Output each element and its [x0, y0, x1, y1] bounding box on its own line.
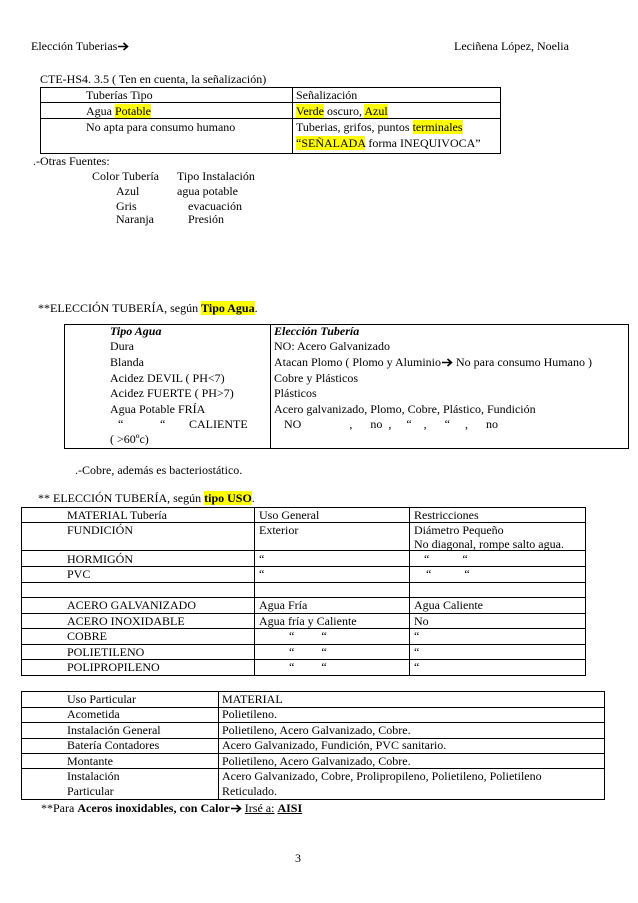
agua-row-eleccion: Acero galvanizado, Plomo, Cobre, Plástico, Fundición — [274, 402, 536, 416]
otras-title: .-Otras Fuentes: — [33, 154, 110, 168]
uso-row-material: POLIPROPILENO — [67, 660, 160, 674]
particular-row-uso: Batería Contadores — [67, 738, 160, 752]
agua-header-eleccion: Elección Tubería — [274, 324, 360, 338]
uso-row-general: Agua Fría — [259, 598, 308, 612]
uso-row-material: HORMIGÓN — [67, 552, 133, 566]
uso-row-general: Agua fría y Caliente — [259, 614, 357, 628]
uso-header-general: Uso General — [259, 508, 320, 522]
uso-header-restricciones: Restricciones — [414, 508, 479, 522]
cte-row1-tipo: Agua Potable — [86, 104, 151, 118]
cte-title: CTE-HS4. 3.5 ( Ten en cuenta, la señalización) — [40, 72, 267, 86]
otras-color: Azul — [116, 184, 140, 198]
uso-header-material: MATERIAL Tubería — [67, 508, 167, 522]
cte-row2-senal: Tuberias, grifos, puntos terminales — [296, 120, 463, 134]
agua-caliente-word: CALIENTE — [189, 417, 248, 431]
uso-row-material: ACERO INOXIDABLE — [67, 614, 185, 628]
uso-row-material: FUNDICIÓN — [67, 523, 133, 537]
cte-row2-senal-line2: “SEÑALADA forma INEQUIVOCA” — [296, 136, 481, 150]
agua-row-eleccion: NO: Acero Galvanizado — [274, 339, 390, 353]
uso-row-restr: “ — [414, 660, 420, 674]
uso-row-material: ACERO GALVANIZADO — [67, 598, 197, 612]
arrow-right-icon — [442, 358, 453, 367]
agua-row-tipo: Dura — [110, 339, 134, 353]
agua-caliente-q1: “ — [118, 417, 124, 431]
agua-row-eleccion: Plásticos — [274, 386, 317, 400]
uso-row-restr: No — [414, 614, 429, 628]
otras-tipo: evacuación — [188, 199, 242, 213]
otras-header-color: Color Tubería — [92, 169, 160, 183]
agua-header-tipo: Tipo Agua — [110, 324, 162, 338]
agua-row-tipo: Blanda — [110, 355, 144, 369]
uso-title: ** ELECCIÓN TUBERÍA, según tipo USO. — [38, 491, 255, 505]
particular-row-uso: Instalación General — [67, 723, 161, 737]
uso-row-material: POLIETILENO — [67, 645, 145, 659]
uso-row-restr: “ “ — [424, 552, 468, 566]
particular-row-material: Acero Galvanizado, Cobre, Prolipropileno, Polietileno, Polietileno — [222, 769, 542, 783]
agua-row-eleccion: Cobre y Plásticos — [274, 371, 358, 385]
cte-header-tipo: Tuberías Tipo — [86, 88, 153, 102]
particular-row-uso: Acometida — [67, 707, 120, 721]
agua-row-eleccion: Atacan Plomo ( Plomo y Aluminio No para consumo Humano ) — [274, 355, 592, 369]
agua-row-tipo: Agua Potable FRÍA — [110, 402, 206, 416]
particular-header-uso: Uso Particular — [67, 692, 136, 706]
header-left — [31, 40, 129, 53]
uso-row-restr: “ — [414, 629, 420, 643]
uso-row-restr-line2: No diagonal, rompe salto agua. — [414, 537, 564, 551]
uso-row-restr: Agua Caliente — [414, 598, 483, 612]
particular-row-material: Polietileno, Acero Galvanizado, Cobre. — [222, 754, 411, 768]
uso-row-general: “ — [259, 567, 265, 581]
agua-row-tipo: Acidez FUERTE ( PH>7) — [110, 386, 234, 400]
particular-row-material: Acero Galvanizado, Fundición, PVC sanitario. — [222, 738, 447, 752]
arrow-right-icon — [231, 804, 242, 813]
page-number: 3 — [295, 851, 301, 865]
otras-header-tipo: Tipo Instalación — [177, 169, 255, 183]
cte-row2-tipo: No apta para consumo humano — [86, 120, 236, 134]
cte-header-senal: Señalización — [296, 88, 358, 102]
otras-color: Naranja — [116, 212, 154, 226]
otras-tipo: Presión — [188, 212, 224, 226]
particular-row-material-line2: Reticulado. — [222, 784, 277, 798]
uso-row-restr: Diámetro Pequeño — [414, 523, 504, 537]
particular-row-material: Polietileno. — [222, 707, 277, 721]
agua-caliente-eleccion: NO , no , “ , “ , no — [284, 417, 498, 431]
uso-row-general: Exterior — [259, 523, 299, 537]
otras-tipo: agua potable — [177, 184, 238, 198]
uso-row-general: “ “ — [289, 629, 327, 643]
uso-row-material: PVC — [67, 567, 91, 581]
uso-row-material: COBRE — [67, 629, 108, 643]
agua-title: **ELECCIÓN TUBERÍA, según Tipo Agua. — [38, 301, 258, 315]
particular-row-uso: Montante — [67, 754, 113, 768]
footer-note: **Para Aceros inoxidables, con Calor Irsé a: AISI — [41, 801, 303, 815]
agua-row-tipo: Acidez DEVIL ( PH<7) — [110, 371, 225, 385]
uso-row-restr: “ — [414, 645, 420, 659]
otras-color: Gris — [116, 199, 137, 213]
uso-row-general: “ — [259, 552, 265, 566]
particular-header-material: MATERIAL — [222, 692, 283, 706]
agua-caliente-temp: ( >60ºc) — [110, 432, 149, 446]
arrow-right-icon — [118, 42, 129, 51]
agua-caliente-q2: “ — [160, 417, 166, 431]
header-title: Elección Tuberias — [31, 39, 118, 53]
cte-row1-senal: Verde oscuro, Azul — [296, 104, 388, 118]
uso-row-restr: “ “ — [426, 567, 470, 581]
uso-row-general: “ “ — [289, 660, 327, 674]
agua-note: .-Cobre, además es bacteriostático. — [75, 463, 243, 477]
particular-row-uso: Instalación — [67, 769, 120, 783]
header-author: Leciñena López, Noelia — [454, 39, 569, 53]
particular-row-uso-line2: Particular — [67, 784, 114, 798]
particular-row-material: Polietileno, Acero Galvanizado, Cobre. — [222, 723, 411, 737]
uso-row-general: “ “ — [289, 645, 327, 659]
